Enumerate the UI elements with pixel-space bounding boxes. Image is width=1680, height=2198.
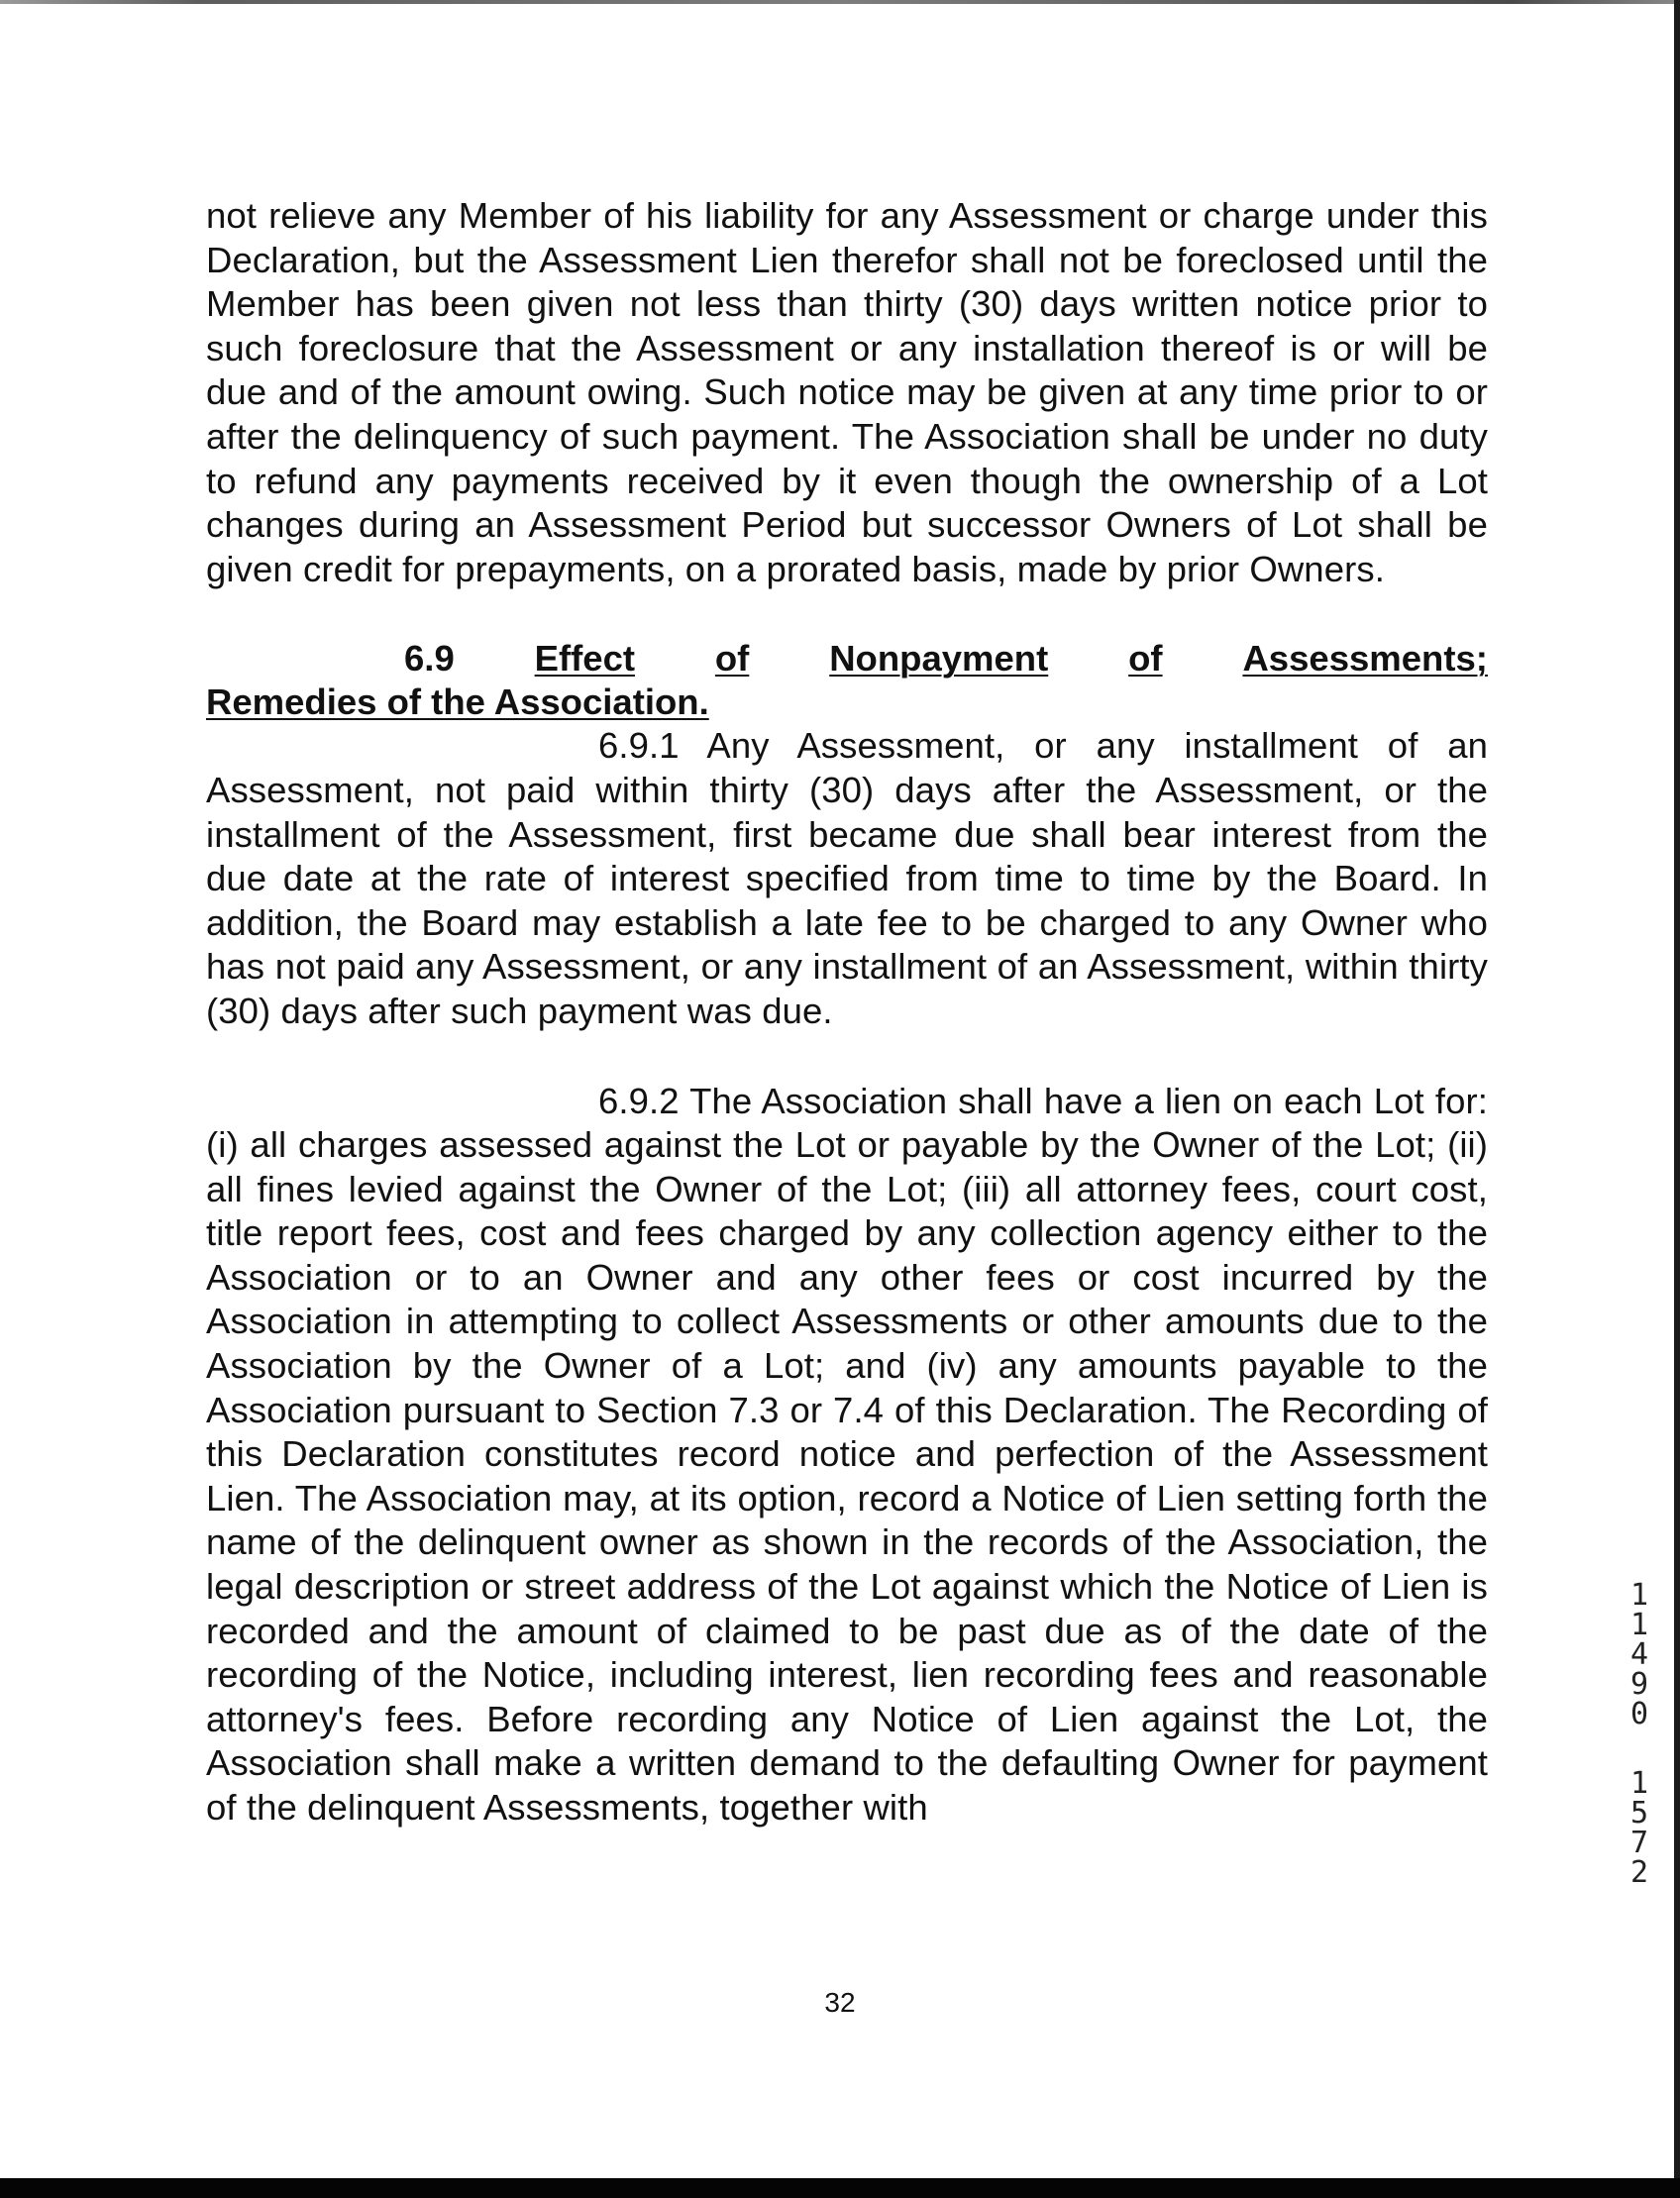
section-number: 6.9 [404,638,455,680]
recording-stamp [1625,1578,1654,1890]
scan-edge-top [0,0,1680,4]
stamp-digit: 7 [1629,1826,1649,1860]
section-heading [206,637,1488,680]
paragraph-6-9-2 [206,1080,1488,1831]
page-number: 32 [824,1987,856,2018]
stamp-gap [1625,1729,1654,1769]
stamp-digit: 1 [1629,1608,1649,1642]
paragraph-6-9-1-text: 6.9.1 Any Assessment, or any installment of an Assessment, not paid within thirty (30) days after the Assessment, or the installment of the Assessment, first became due shall bear interest from the due date at the rate of interest specified from time to time by the Board. In addition, the Board may establish a late fee to be charged to any Owner who has not paid any Assessment, or any installment of an Assessment, within thirty (30) days after such payment was due. [206,725,1488,1031]
paragraph-6-9-2-text: 6.9.2 The Association shall have a lien on each Lot for: (i) all charges assessed against the Lot or payable by the Owner of the Lot; (ii) all fines levied against the Owner of the Lot; (iii) all attorney fees, court cost, title report fees, cost and fees charged by any collection agency either to the Association or to an Owner and any other fees or cost incurred by the Association in attempting to collect Assessments or other amounts due to the Association by the Owner of a Lot; and (iv) any amounts payable to the Association pursuant to Section 7.3 or 7.4 of this Declaration. The Recording of this Declaration constitutes record notice and perfection of the Assessment Lien. The Association may, at its option, record a Notice of Lien setting forth the name of the delinquent owner as shown in the records of the Association, the legal description or street address of the Lot against which the Notice of Lien is recorded and the amount of claimed to be past due as of the date of the recording of the Notice, including interest, lien recording fees and reasonable attorney's fees. Before recording any Notice of Lien against the Lot, the Association shall make a written demand to the defaulting Owner for payment of the delinquent Assessments, together with [206,1080,1488,1828]
heading-word: of [714,638,750,680]
stamp-digit: 2 [1629,1855,1649,1890]
stamp-digit: 1 [1629,1578,1649,1613]
body-text [206,194,1488,1831]
scan-edge-right [1674,0,1680,2198]
section-heading-continued: Remedies of the Association. [206,681,709,723]
heading-word: Nonpayment [829,638,1049,680]
heading-word: Assessments; [1242,638,1488,680]
stamp-digit: 4 [1629,1637,1649,1672]
stamp-digit: 0 [1629,1697,1649,1731]
paragraph-intro: not relieve any Member of his liability for any Assessment or charge under this Declaration, but the Assessment Lien therefor shall not be foreclosed until the Member has been given not less than thirty (30) days written notice prior to such foreclosure that the Assessment or any installation thereof is or will be due and of the amount owing. Such notice may be given at any time prior to or after the delinquency of such payment. The Association shall be under no duty to refund any payments received by it even though the ownership of a Lot changes during an Assessment Period but successor Owners of Lot shall be given credit for prepayments, on a prorated basis, made by prior Owners. [206,195,1488,589]
stamp-digit: 5 [1629,1796,1649,1831]
heading-word: Effect [534,638,636,680]
stamp-digit: 1 [1629,1766,1649,1801]
heading-word: of [1128,638,1163,680]
stamp-digit: 9 [1629,1667,1649,1702]
scan-edge-bottom [0,2178,1680,2198]
paragraph-6-9-1 [206,724,1488,1033]
